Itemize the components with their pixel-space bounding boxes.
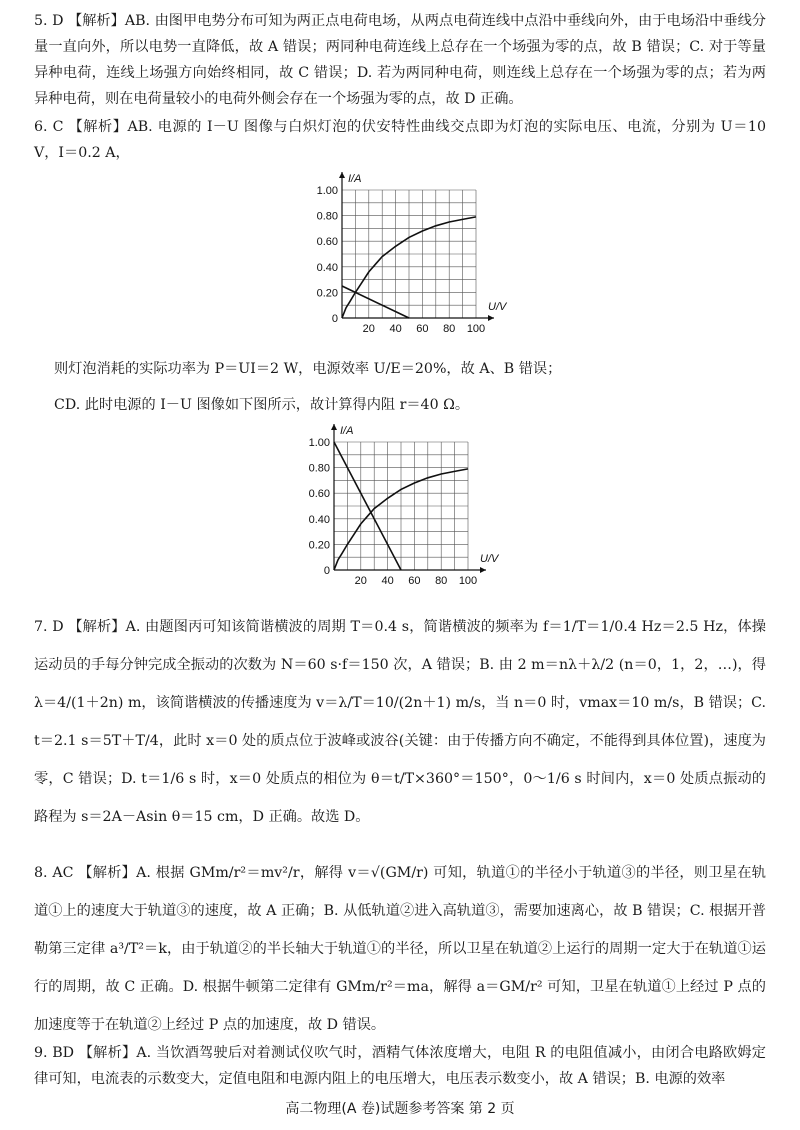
x-tick-label: 40	[389, 323, 402, 335]
y-tick-label: 0.40	[308, 513, 330, 526]
x-tick-label: 80	[443, 323, 456, 335]
answer-7: 7. D 【解析】A. 由题图丙可知该简谐横波的周期 T＝0.4 s，简谐横波的频率为 f＝1/T＝1/0.4 Hz＝2.5 Hz，体操运动员的手每分钟完成全振动的次数为 N＝60 s·f＝150 次，A 错误；B. 由 2 m＝nλ＋λ/2 (n＝0，1，2，…)，得 λ＝4/(1＋2n) m，该简谐横波的传播速度为 v＝λ/T＝10/(2n＋1) m/s，当 n＝0 时，vmax＝10 m/s，B 错误；C. t＝2.1 s＝5T＋T/4，此时 x＝0 处的质点位于波峰或波谷(关键：由于传播方向不确定，不能得到具体位置)，速度为零，C 错误；D. t＝1/6 s 时，x＝0 处质点的相位为 θ＝t/T×360°＝150°，0～1/6 s 时间内，x＝0 处质点振动的路程为 s＝2A－Asin θ＝15 cm，D 正确。故选 D。	[34, 619, 766, 825]
x-tick-label: 60	[416, 323, 429, 335]
page-footer: 高二物理(A 卷)试题参考答案 第 2 页	[285, 1101, 515, 1117]
iu-graph-1	[300, 170, 520, 340]
x-tick-label: 60	[408, 575, 421, 587]
y-tick-label: 1.00	[316, 185, 338, 197]
x-tick-label: 20	[354, 575, 367, 587]
y-axis-label: I/A	[348, 173, 362, 185]
x-tick-label: 100	[466, 323, 486, 335]
y-tick-label: 0.40	[316, 261, 338, 274]
y-tick-label: 0.60	[308, 488, 330, 501]
y-tick-label: 0.20	[308, 539, 330, 552]
y-tick-label: 0.20	[316, 287, 338, 300]
x-axis-arrow	[488, 315, 494, 321]
x-axis-label: U/V	[480, 553, 499, 565]
source-iu-line	[342, 286, 409, 318]
iu-graph-2	[292, 422, 512, 592]
y-axis-label: I/A	[340, 425, 354, 437]
answer-6-intro: 6. C 【解析】AB. 电源的 I－U 图像与白炽灯泡的伏安特性曲线交点即为灯泡的实际电压、电流，分别为 U＝10 V，I＝0.2 A，	[34, 119, 766, 161]
y-tick-label: 1.00	[308, 437, 330, 449]
x-tick-label: 100	[458, 575, 478, 587]
x-axis-arrow	[480, 567, 486, 573]
answer-8: 8. AC 【解析】A. 根据 GMm/r²＝mv²/r，解得 v＝√(GM/r) 可知，轨道①的半径小于轨道③的半径，则卫星在轨道①上的速度大于轨道③的速度，故 A 正确；B. 从低轨道②进入高轨道③，需要加速离心，故 B 错误；C. 根据开普勒第三定律 a³/T²＝k，由于轨道②的半长轴大于轨道①的半径，所以卫星在轨道②上运行的周期一定大于在轨道①运行的周期，故 C 正确。D. 根据牛顿第二定律有 GMm/r²＝ma，解得 a＝GM/r² 可知，卫星在轨道①上经过 P 点的加速度等于在轨道②上经过 P 点的加速度，故 D 错误。	[34, 865, 766, 1033]
answer-5: 5. D 【解析】AB. 由图甲电势分布可知为两正点电荷电场，从两点电荷连线中点沿中垂线向外，由于电场沿中垂线分量一直向外，所以电势一直降低，故 A 错误；两同种电荷连线上总存在一个场强为零的点，故 B 错误；C. 对于等量异种电荷，连线上场强方向始终相同，故 C 错误；D. 若为两同种电荷，则连线上总存在一个场强为零的点；若为两异种电荷，则在电荷量较小的电荷外侧会存在一个场强为零的点，故 D 正确。	[34, 13, 766, 107]
y-tick-label: 0.60	[316, 236, 338, 249]
x-tick-label: 20	[362, 323, 375, 335]
y-tick-label: 0	[331, 313, 338, 325]
y-axis-arrow	[339, 172, 345, 178]
y-tick-label: 0.80	[316, 210, 338, 223]
answer-9: 9. BD 【解析】A. 当饮酒驾驶后对着测试仪吹气时，酒精气体浓度增大，电阻 R 的电阻值减小，由闭合电路欧姆定律可知，电流表的示数变大，定值电阻和电源内阻上的电压增大，电压表示数变小，故 A 错误；B. 电源的效率	[34, 1045, 766, 1087]
x-tick-label: 40	[381, 575, 394, 587]
x-axis-label: U/V	[488, 301, 507, 313]
x-tick-label: 80	[435, 575, 448, 587]
chart-1	[300, 170, 520, 340]
chart-2	[292, 422, 512, 592]
y-axis-arrow	[331, 424, 337, 430]
answer-6-cd: CD. 此时电源的 I－U 图像如下图所示，故计算得内阻 r＝40 Ω。	[54, 397, 470, 413]
y-tick-label: 0	[323, 565, 330, 577]
answer-6-power: 则灯泡消耗的实际功率为 P＝UI＝2 W，电源效率 U/E＝20%，故 A、B 错误；	[54, 361, 562, 377]
y-tick-label: 0.80	[308, 462, 330, 475]
